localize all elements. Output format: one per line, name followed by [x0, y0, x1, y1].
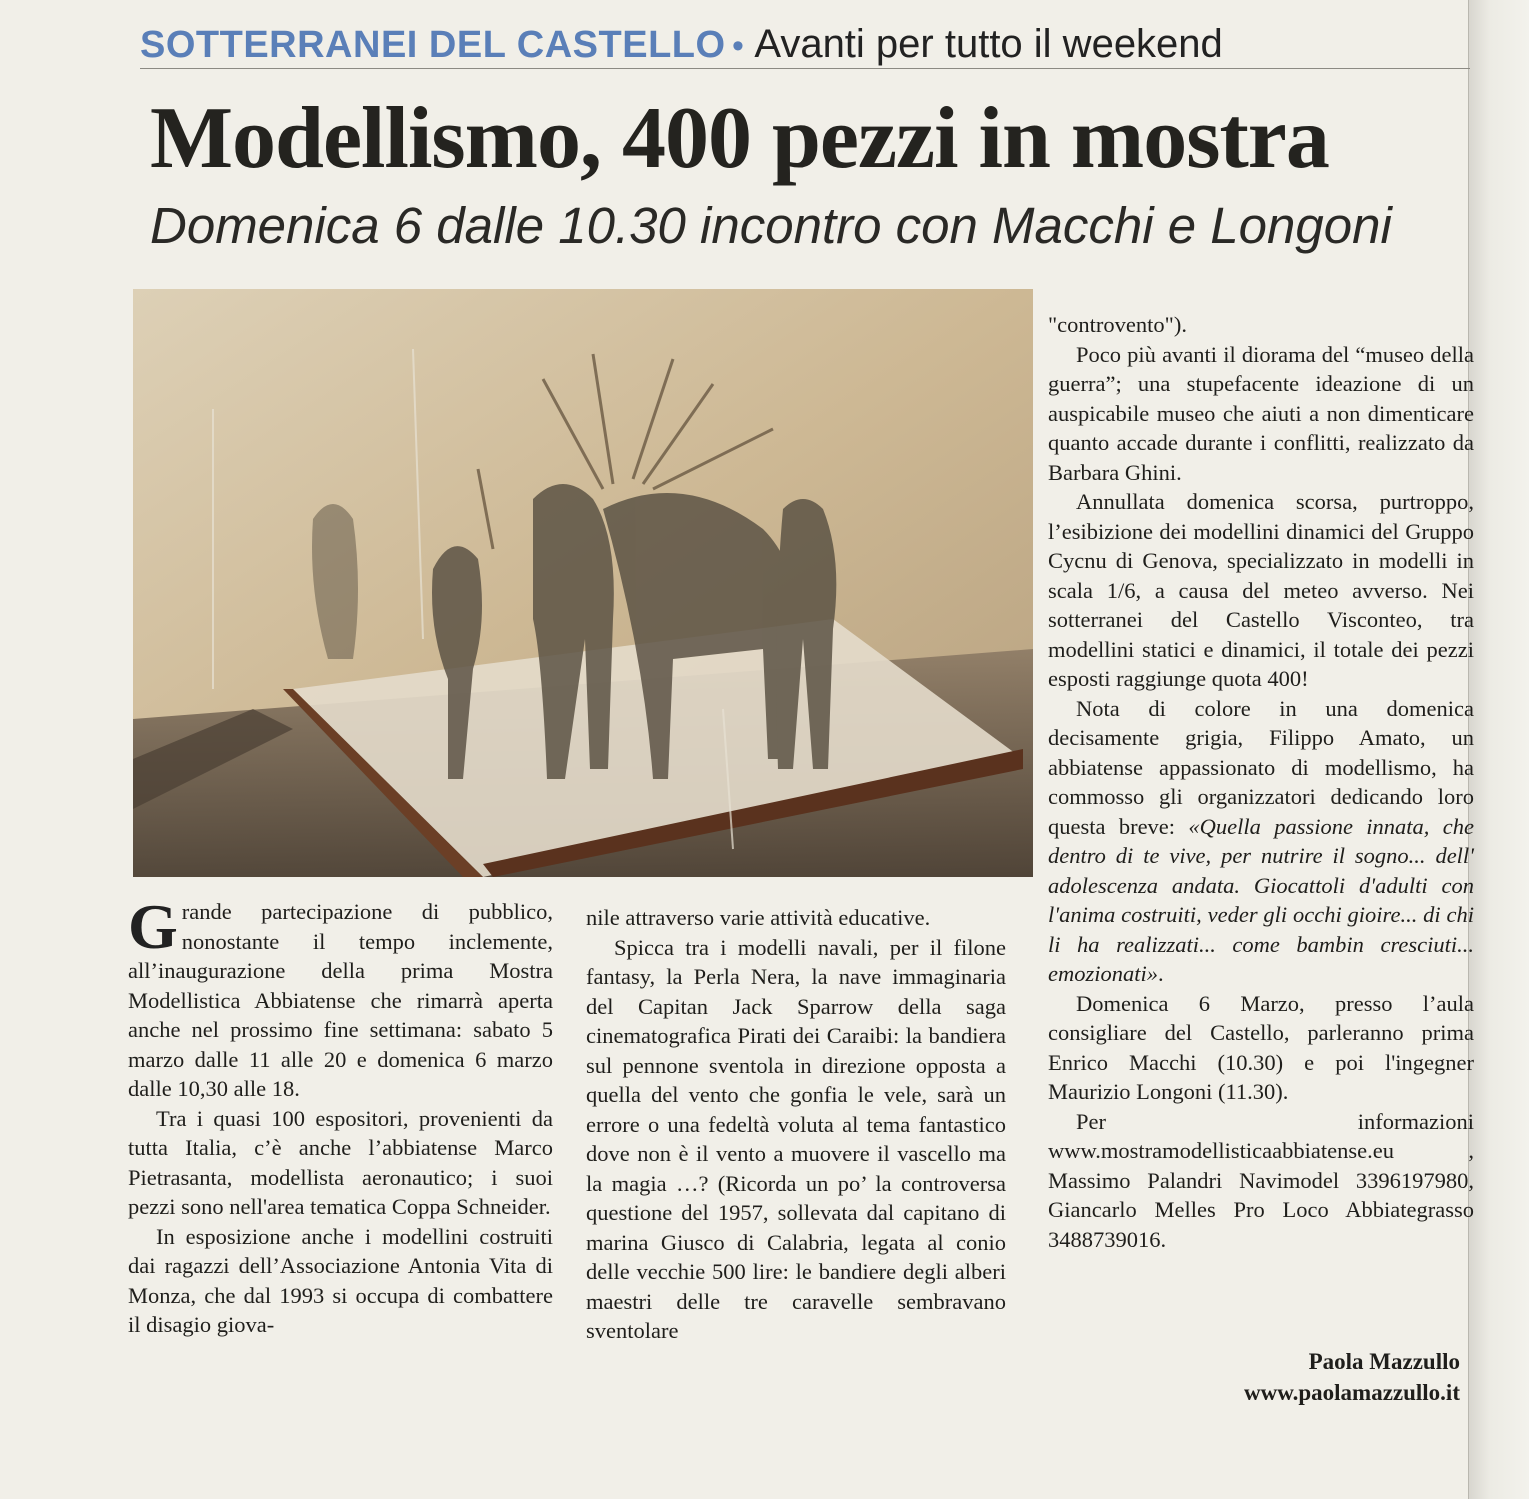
- section-label: SOTTERRANEI DEL CASTELLO: [140, 24, 726, 66]
- article-column-1: [128, 891, 553, 1340]
- diorama-illustration: [133, 289, 1033, 877]
- headline: Modellismo, 400 pezzi in mostra: [150, 90, 1329, 187]
- adjacent-page-edge: [1468, 0, 1529, 1499]
- kicker-teaser: Avanti per tutto il weekend: [754, 22, 1223, 66]
- article-column-3: [1048, 310, 1474, 1254]
- article-paragraph: nile attraverso varie attività educative.: [586, 905, 931, 930]
- article-column-2: [586, 903, 1006, 1346]
- article-paragraph: "controvento").: [1048, 312, 1187, 337]
- diorama-photo: [133, 289, 1033, 877]
- poem-quote: «Quella passione innata, che dentro di te vive, per nutrire il sogno... dell' adolescenza andata. Giocattoli d'adulti con l'anima costruiti, veder gli occhi gioire... di chi li ha realizzati... come bambin cresciuti... emozionati»: [1048, 813, 1475, 986]
- article-paragraph: Spicca tra i modelli navali, per il filone fantasy, la Perla Nera, la nave immaginaria del Capitan Jack Sparrow della saga cinematografica Pirati dei Caraibi: la bandiera sul pennone sventola in direzione opposta a quella del vento che gonfia le vele, sarà un errore o una fedeltà voluta al tema fantastico dove non è il vento a muovere il vascello ma la magia …? (Ricorda un po’ la controversa questione del 1957, sollevata dal capitano di marina Giusco di Calabria, legata al conio delle vecchie 500 lire: le bandiere degli alberi maestri delle tre caravelle sembravano sventolare: [586, 934, 1006, 1343]
- article-paragraph: Poco più avanti il diorama del “museo della guerra”; una stupefacente ideazione di un auspicabile museo che aiuti a non dimenticare quanto accade durante i conflitti, realizzato da Barbara Ghini.: [1048, 341, 1474, 485]
- drop-cap: G: [128, 891, 178, 962]
- article-paragraph: Domenica 6 Marzo, presso l’aula consigliare del Castello, parleranno prima Enrico Macchi (10.30) e poi l'ingegner Maurizio Longoni (11.30).: [1048, 990, 1474, 1104]
- article-paragraph: Annullata domenica scorsa, purtroppo, l’esibizione dei modellini dinamici del Gruppo Cycnu di Genova, specializzato in modelli in scala 1/6, a causa del meteo avverso. Nei sotterranei del Castello Visconteo, tra modellini statici e dinamici, il totale dei pezzi esposti raggiunge quota 400!: [1048, 489, 1474, 691]
- article-paragraph: Nota di colore in una domenica decisamente grigia, Filippo Amato, un abbiatense appassionato di modellismo, ha commosso gli organizzatori dedicando loro questa breve: «Quella passione innata, che dentro di te vive, per nutrire il sogno... dell' adolescenza andata. Giocattoli d'adulti con l'anima costruiti, veder gli occhi gioire... di chi li ha realizzati... come bambin cresciuti... emozionati».: [1048, 695, 1475, 986]
- author-name: Paola Mazzullo: [1308, 1349, 1460, 1374]
- article-paragraph: In esposizione anche i modellini costruiti dai ragazzi dell’Associazione Antonia Vita di Monza, che dal 1993 si occupa di combattere il disagio giova-: [128, 1223, 553, 1337]
- kicker-separator: •: [732, 27, 744, 65]
- article-paragraph: Per informazioni www.mostramodellisticaabbiatense.eu , Massimo Palandri Navimodel 3396197980, Giancarlo Melles Pro Loco Abbiategrasso 3488739016.: [1048, 1108, 1474, 1252]
- article-paragraph: Grande partecipazione di pubblico, nonostante il tempo inclemente, all’inaugurazione della prima Mostra Modellistica Abbiatense che rimarrà aperta anche nel prossimo fine settimana: sabato 5 marzo dalle 11 alle 20 e domenica 6 marzo dalle 10,30 alle 18.: [128, 891, 553, 1101]
- article-paragraph: Tra i quasi 100 espositori, provenienti da tutta Italia, c’è anche l’abbiatense Marco Pietrasanta, modellista aeronautico; i suoi pezzi sono nell'area tematica Coppa Schneider.: [128, 1105, 553, 1219]
- author-website: www.paolamazzullo.it: [1244, 1380, 1460, 1405]
- subheadline: Domenica 6 dalle 10.30 incontro con Macchi e Longoni: [150, 197, 1392, 254]
- section-kicker: [140, 22, 1470, 69]
- byline: [1140, 1346, 1460, 1408]
